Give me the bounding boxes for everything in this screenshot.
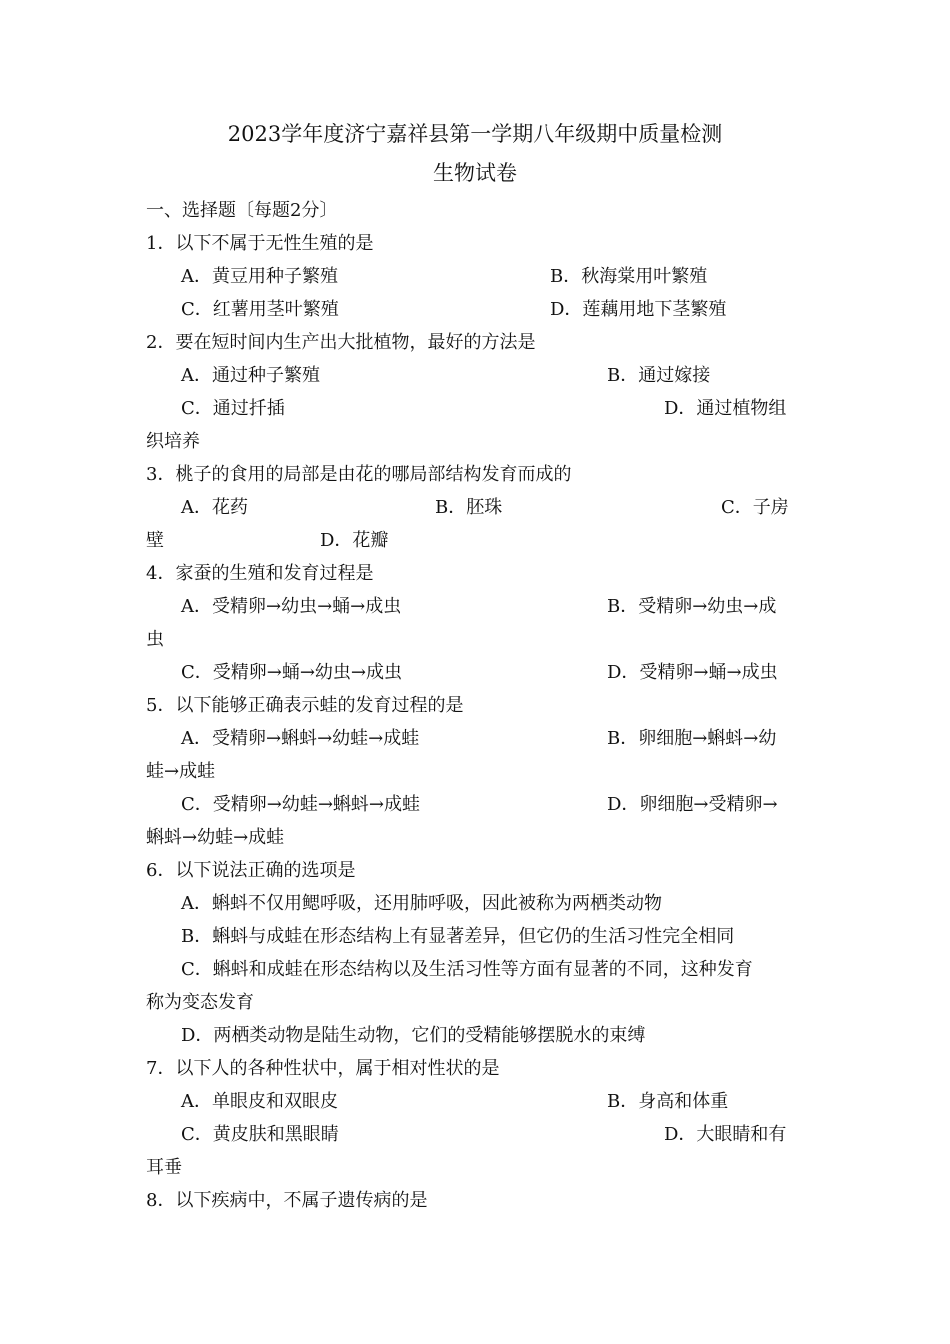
question-1-option-b: B．秋海棠用叶繁殖	[550, 266, 708, 287]
question-6-wrap: 称为变态发育	[146, 992, 254, 1013]
question-7-option-a: A．单眼皮和双眼皮	[181, 1091, 338, 1112]
question-4-option-b: B．受精卵→幼虫→成	[607, 596, 777, 617]
question-4-option-c: C．受精卵→蛹→幼虫→成虫	[181, 662, 403, 683]
question-6-stem: 6．以下说法正确的选项是	[146, 860, 356, 881]
question-2-option-a: A．通过种子繁殖	[181, 365, 320, 386]
question-7-option-c: C．黄皮肤和黑眼睛	[181, 1124, 339, 1145]
exam-subtitle: 生物试卷	[433, 161, 517, 185]
question-7-option-d: D．大眼睛和有	[664, 1124, 787, 1145]
question-6-option-d: D．两栖类动物是陆生动物，它们的受精能够摆脱水的束缚	[181, 1025, 646, 1046]
question-1-option-d: D．莲藕用地下茎繁殖	[550, 299, 727, 320]
question-2-option-d: D．通过植物组	[664, 398, 787, 419]
question-7-stem: 7．以下人的各种性状中，属于相对性状的是	[146, 1058, 500, 1079]
question-3-stem: 3．桃子的食用的局部是由花的哪局部结构发育而成的	[146, 464, 572, 485]
section-heading: 一、选择题〔每题2分〕	[146, 200, 338, 221]
question-6-option-c: C．蝌蚪和成蛙在形态结构以及生活习性等方面有显著的不同，这种发育	[181, 959, 753, 980]
question-7-wrap: 耳垂	[146, 1157, 182, 1178]
question-8-stem: 8．以下疾病中，不属子遗传病的是	[146, 1190, 428, 1211]
question-2-stem: 2．要在短时间内生产出大批植物，最好的方法是	[146, 332, 536, 353]
question-2-option-b: B．通过嫁接	[607, 365, 711, 386]
question-2-option-c: C．通过扦插	[181, 398, 285, 419]
question-4-wrap: 虫	[146, 629, 164, 650]
question-6-option-b: B．蝌蚪与成蛙在形态结构上有显著差异，但它仍的生活习性完全相同	[181, 926, 735, 947]
question-1-option-a: A．黄豆用种子繁殖	[181, 266, 338, 287]
question-5-option-a: A．受精卵→蝌蚪→幼蛙→成蛙	[181, 728, 420, 749]
question-3-option-c: C．子房	[721, 497, 789, 518]
question-1-option-c: C．红薯用茎叶繁殖	[181, 299, 339, 320]
question-3-option-a: A．花药	[181, 497, 248, 518]
question-3-option-b: B．胚珠	[435, 497, 503, 518]
exam-title: 2023学年度济宁嘉祥县第一学期八年级期中质量检测	[227, 122, 723, 146]
question-4-stem: 4．家蚕的生殖和发育过程是	[146, 563, 374, 584]
question-4-option-d: D．受精卵→蛹→成虫	[607, 662, 778, 683]
question-5-option-d: D．卵细胞→受精卵→	[607, 794, 778, 815]
question-5-option-b: B．卵细胞→蝌蚪→幼	[607, 728, 777, 749]
question-7-option-b: B．身高和体重	[607, 1091, 729, 1112]
question-4-option-a: A．受精卵→幼虫→蛹→成虫	[181, 596, 402, 617]
question-3-wrap: 壁	[146, 530, 164, 551]
question-5-wrap: 蛙→成蛙	[146, 761, 216, 782]
question-3-option-d: D．花瓣	[320, 530, 389, 551]
question-5-option-c: C．受精卵→幼蛙→蝌蚪→成蛙	[181, 794, 421, 815]
question-5-stem: 5．以下能够正确表示蛙的发育过程的是	[146, 695, 464, 716]
question-1-stem: 1．以下不属于无性生殖的是	[146, 233, 374, 254]
question-6-option-a: A．蝌蚪不仅用鳃呼吸，还用肺呼吸，因此被称为两栖类动物	[181, 893, 662, 914]
question-5-wrap-2: 蝌蚪→幼蛙→成蛙	[146, 827, 285, 848]
question-2-wrap: 织培养	[146, 431, 200, 452]
